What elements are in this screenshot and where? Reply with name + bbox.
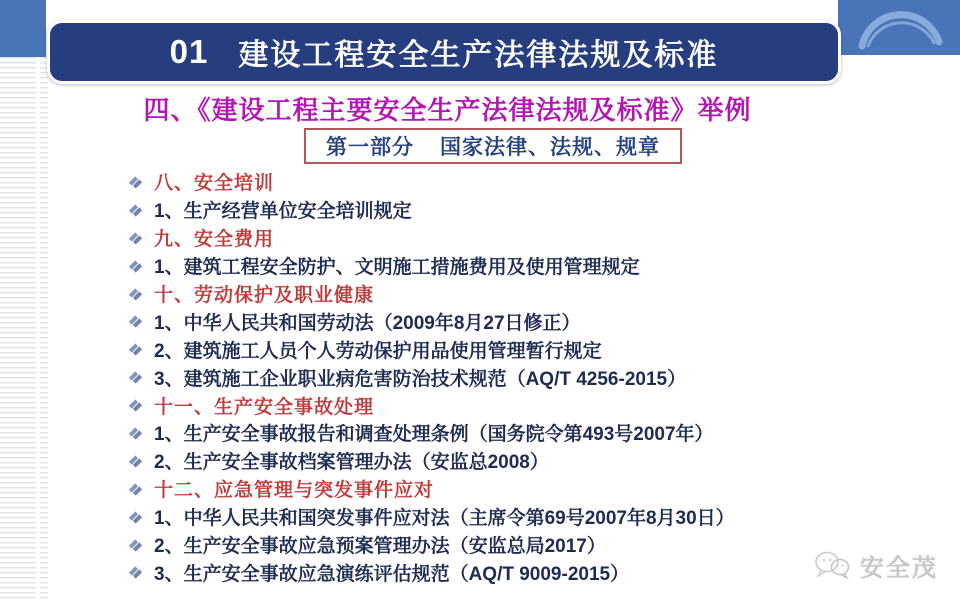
list-item-text: 1、生产经营单位安全培训规定	[154, 201, 412, 223]
diamond-bullet-icon	[128, 565, 142, 579]
list-item	[128, 224, 888, 252]
watermark-text: 安全茂	[860, 554, 938, 582]
diamond-bullet-icon	[128, 287, 142, 301]
list-item-text: 1、中华人民共和国突发事件应对法（主席令第69号2007年8月30日）	[154, 508, 735, 530]
list-item-text: 十二、应急管理与突发事件应对	[154, 480, 435, 502]
diamond-bullet-icon	[128, 398, 142, 412]
diamond-bullet-icon	[128, 314, 142, 328]
part-box	[304, 128, 682, 164]
list-item-text: 1、建筑工程安全防护、文明施工措施费用及使用管理规定	[154, 257, 640, 279]
crescent-arc-icon	[838, 0, 960, 55]
regulation-list	[128, 168, 888, 586]
list-item-text: 1、生产安全事故报告和调查处理条例（国务院令第493号2007年）	[154, 424, 714, 446]
section-number: 01	[169, 33, 209, 70]
diamond-bullet-icon	[128, 231, 142, 245]
list-item	[128, 447, 888, 475]
diamond-bullet-icon	[128, 370, 142, 384]
left-pinstripe-rail	[0, 57, 48, 601]
part-box-label: 国家法律、法规、规章	[440, 136, 660, 159]
list-item	[128, 419, 888, 447]
diamond-bullet-icon	[128, 259, 142, 273]
list-item	[128, 363, 888, 391]
diamond-bullet-icon	[128, 175, 142, 189]
diamond-bullet-icon	[128, 454, 142, 468]
list-item-text: 十一、生产安全事故处理	[154, 396, 375, 418]
list-item-text: 2、建筑施工人员个人劳动保护用品使用管理暂行规定	[154, 340, 602, 362]
top-left-blue-block	[0, 0, 46, 57]
diamond-bullet-icon	[128, 426, 142, 440]
diamond-bullet-icon	[128, 538, 142, 552]
list-item	[128, 307, 888, 335]
list-item-text: 八、安全培训	[154, 173, 275, 195]
list-item	[128, 252, 888, 280]
section-title: 建设工程安全生产法律法规及标准	[238, 39, 719, 72]
watermark	[814, 543, 954, 587]
list-item	[128, 280, 888, 308]
diamond-bullet-icon	[128, 482, 142, 496]
part-box-prefix: 第一部分	[326, 136, 414, 159]
list-item	[128, 335, 888, 363]
list-item-text: 3、生产安全事故应急演练评估规范（AQ/T 9009-2015）	[154, 563, 630, 585]
list-item	[128, 196, 888, 224]
list-item	[128, 531, 888, 559]
list-item	[128, 391, 888, 419]
diamond-bullet-icon	[128, 342, 142, 356]
diamond-bullet-icon	[128, 510, 142, 524]
list-item-text: 2、生产安全事故应急预案管理办法（安监总局2017）	[154, 536, 606, 558]
list-item-text: 3、建筑施工企业职业病危害防治技术规范（AQ/T 4256-2015）	[154, 368, 687, 390]
page-title: 四、《建设工程主要安全生产法律法规及标准》举例	[143, 95, 752, 125]
list-item	[128, 503, 888, 531]
list-item	[128, 475, 888, 503]
list-item-text: 十、劳动保护及职业健康	[154, 285, 375, 306]
diamond-bullet-icon	[128, 203, 142, 217]
list-item	[128, 168, 888, 196]
top-right-blue-block	[838, 0, 960, 55]
list-item	[128, 558, 888, 586]
list-item-text: 1、中华人民共和国劳动法（2009年8月27日修正）	[154, 312, 581, 334]
section-banner	[47, 20, 841, 84]
list-item-text: 2、生产安全事故档案管理办法（安监总2008）	[154, 452, 549, 474]
list-item-text: 九、安全费用	[154, 229, 275, 251]
chat-bubbles-icon	[814, 550, 852, 580]
